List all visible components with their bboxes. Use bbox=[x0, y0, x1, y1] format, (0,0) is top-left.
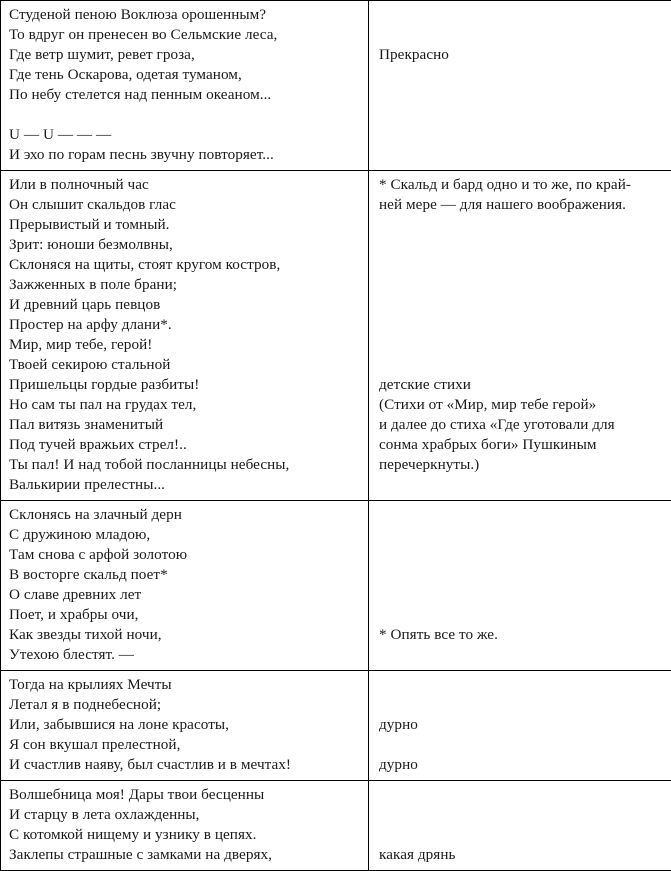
verse-cell bbox=[1, 671, 369, 781]
verse-line: Он слышит скальдов глас bbox=[9, 195, 360, 215]
verse-blank-line bbox=[9, 105, 360, 125]
note-line: какая дрянь bbox=[379, 845, 663, 865]
verse-line: В восторге скальд поет* bbox=[9, 565, 360, 585]
note-line: сонма храбрых боги» Пушкиным bbox=[379, 435, 663, 455]
verse-line: Пал витязь знаменитый bbox=[9, 415, 360, 435]
verse-line: Склонясь на злачный дерн bbox=[9, 505, 360, 525]
verse-cell bbox=[1, 171, 369, 501]
verse-line: Летал я в поднебесной; bbox=[9, 695, 360, 715]
verse-cell-body bbox=[1, 501, 368, 670]
note-cell-body bbox=[369, 781, 671, 870]
verse-cell bbox=[1, 501, 369, 671]
verse-line: И старцу в лета охлажденны, bbox=[9, 805, 360, 825]
note-line: и далее до стиха «Где уготовали для bbox=[379, 415, 663, 435]
verse-line: Под тучей вражьих стрел!.. bbox=[9, 435, 360, 455]
verse-line: С дружиною младою, bbox=[9, 525, 360, 545]
note-cell bbox=[369, 501, 671, 671]
verse-line: Твоей секирою стальной bbox=[9, 355, 360, 375]
verse-cell-body bbox=[1, 781, 368, 870]
annotation-table-body bbox=[1, 1, 671, 871]
verse-line: Студеной пеною Воклюза орошенным? bbox=[9, 5, 360, 25]
verse-line: Как звезды тихой ночи, bbox=[9, 625, 360, 645]
note-cell bbox=[369, 781, 671, 871]
note-line: детские стихи bbox=[379, 375, 663, 395]
verse-line: Поет, и храбры очи, bbox=[9, 605, 360, 625]
note-line: Прекрасно bbox=[379, 45, 663, 65]
verse-line: О славе древних лет bbox=[9, 585, 360, 605]
verse-cell-body bbox=[1, 171, 368, 500]
table-row bbox=[1, 671, 671, 781]
note-line: дурно bbox=[379, 755, 663, 775]
verse-line: Валькирии прелестны... bbox=[9, 475, 360, 495]
verse-line: Где ветр шумит, ревет гроза, bbox=[9, 45, 360, 65]
verse-line: И эхо по горам песнь звучну повторяет... bbox=[9, 145, 360, 165]
note-line: * Опять все то же. bbox=[379, 625, 663, 645]
verse-line: U — U — — — bbox=[9, 125, 360, 145]
verse-line: Я сон вкушал прелестной, bbox=[9, 735, 360, 755]
verse-cell-body bbox=[1, 671, 368, 780]
verse-line: Простер на арфу длани*. bbox=[9, 315, 360, 335]
verse-line: Мир, мир тебе, герой! bbox=[9, 335, 360, 355]
note-cell bbox=[369, 671, 671, 781]
verse-line: Зрит: юноши безмолвны, bbox=[9, 235, 360, 255]
note-line: * Скальд и бард одно и то же, по край- bbox=[379, 175, 663, 195]
table-row bbox=[1, 501, 671, 671]
verse-line: По небу стелется над пенным океаном... bbox=[9, 85, 360, 105]
table-row bbox=[1, 781, 671, 871]
note-line: (Стихи от «Мир, мир тебе герой» bbox=[379, 395, 663, 415]
note-line: перечеркнуты.) bbox=[379, 455, 663, 475]
note-cell-body bbox=[369, 671, 671, 780]
verse-line: Там снова с арфой золотою bbox=[9, 545, 360, 565]
verse-line: Волшебница моя! Дары твои бесценны bbox=[9, 785, 360, 805]
verse-line: И счастлив наяву, был счастлив и в мечтах! bbox=[9, 755, 360, 775]
note-line: ней мере — для нашего воображения. bbox=[379, 195, 663, 215]
verse-line: Тогда на крылиях Мечты bbox=[9, 675, 360, 695]
verse-line: Но сам ты пал на грудах тел, bbox=[9, 395, 360, 415]
note-cell bbox=[369, 1, 671, 171]
verse-line: Склоняся на щиты, стоят кругом костров, bbox=[9, 255, 360, 275]
verse-line: Прерывистый и томный. bbox=[9, 215, 360, 235]
verse-line: И древний царь певцов bbox=[9, 295, 360, 315]
verse-cell bbox=[1, 781, 369, 871]
verse-line: Или, забывшися на лоне красоты, bbox=[9, 715, 360, 735]
note-cell-body bbox=[369, 171, 671, 480]
verse-line: Или в полночный час bbox=[9, 175, 360, 195]
note-cell-body bbox=[369, 501, 671, 650]
note-cell-body bbox=[369, 1, 671, 70]
verse-cell-body bbox=[1, 1, 368, 170]
verse-line: Пришельцы гордые разбиты! bbox=[9, 375, 360, 395]
verse-line: С котомкой нищему и узнику в цепях. bbox=[9, 825, 360, 845]
table-row bbox=[1, 171, 671, 501]
verse-line: Утехою блестят. — bbox=[9, 645, 360, 665]
note-line: дурно bbox=[379, 715, 663, 735]
verse-line: То вдруг он пренесен во Сельмские леса, bbox=[9, 25, 360, 45]
verse-line: Где тень Оскарова, одетая туманом, bbox=[9, 65, 360, 85]
verse-line: Зажженных в поле брани; bbox=[9, 275, 360, 295]
table-row bbox=[1, 1, 671, 171]
verse-line: Ты пал! И над тобой посланницы небесны, bbox=[9, 455, 360, 475]
verse-line: Заклепы страшные с замками на дверях, bbox=[9, 845, 360, 865]
verse-cell bbox=[1, 1, 369, 171]
note-cell bbox=[369, 171, 671, 501]
